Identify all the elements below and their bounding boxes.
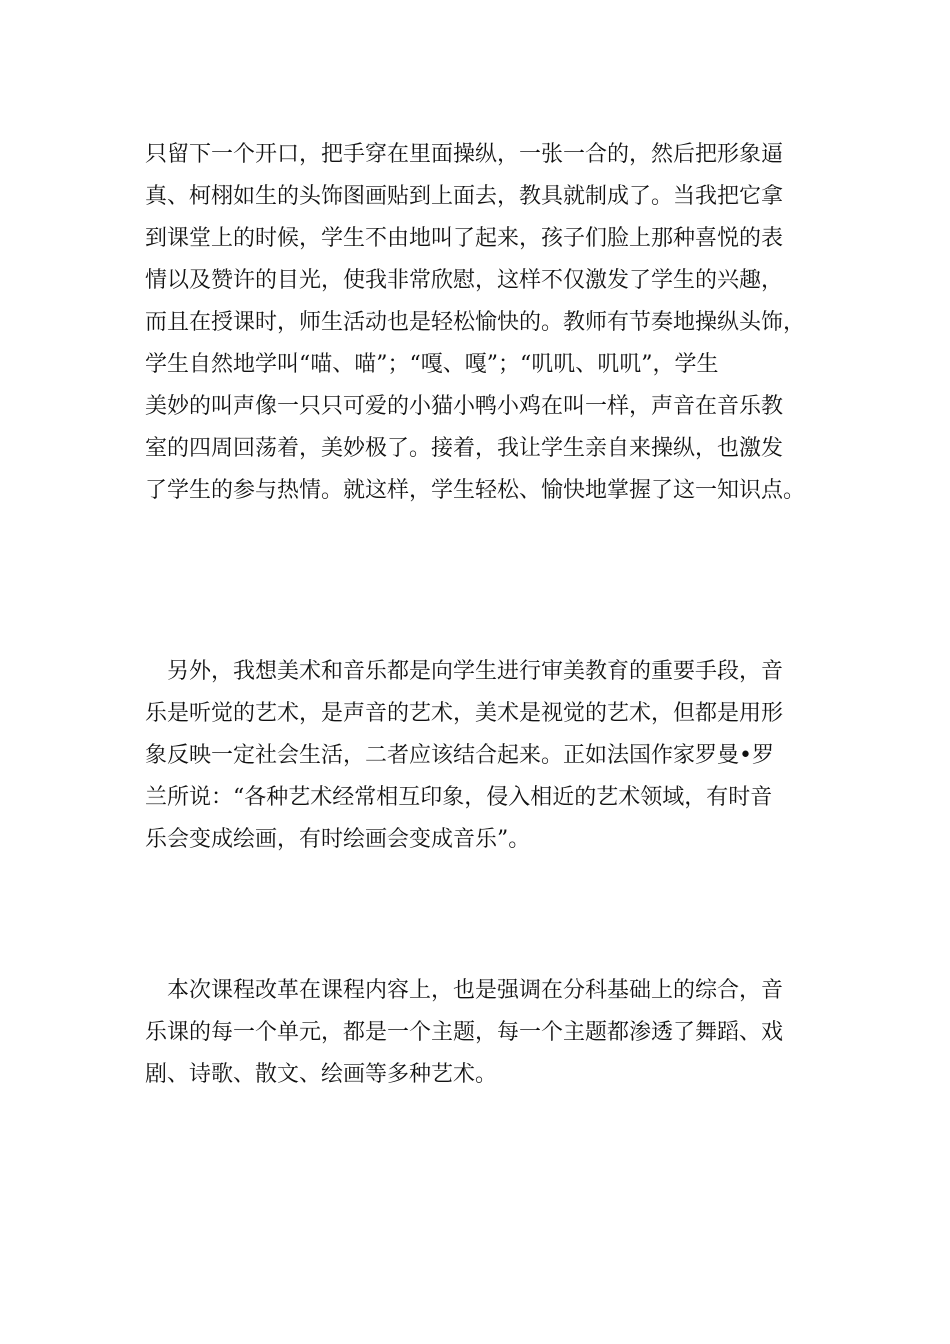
paragraph-1 — [145, 134, 810, 512]
paragraph-line: 情以及赞许的目光，使我非常欣慰，这样不仅激发了学生的兴趣， — [145, 268, 784, 293]
paragraph-2 — [145, 651, 810, 861]
paragraph-line: 本次课程改革在课程内容上，也是强调在分科基础上的综合，音 — [145, 978, 784, 1003]
paragraph-3 — [145, 970, 810, 1096]
paragraph-line: 室的四周回荡着，美妙极了。接着，我让学生亲自来操纵，也激发 — [145, 436, 784, 461]
paragraph-line: 乐是听觉的艺术，是声音的艺术，美术是视觉的艺术，但都是用形 — [145, 701, 784, 726]
paragraph-line: 乐课的每一个单元，都是一个主题，每一个主题都渗透了舞蹈、戏 — [145, 1020, 784, 1045]
paragraph-line: 乐会变成绘画，有时绘画会变成音乐”。 — [145, 827, 531, 852]
paragraph-line: 只留下一个开口，把手穿在里面操纵，一张一合的，然后把形象逼 — [145, 142, 784, 167]
paragraph-line: 兰所说：“各种艺术经常相互印象，侵入相近的艺术领域，有时音 — [145, 785, 773, 810]
paragraph-line: 真、柯栩如生的头饰图画贴到上面去，教具就制成了。当我把它拿 — [145, 184, 784, 209]
paragraph-line: 象反映一定社会生活，二者应该结合起来。正如法国作家罗曼•罗 — [145, 743, 774, 768]
paragraph-line: 而且在授课时，师生活动也是轻松愉快的。教师有节奏地操纵头饰， — [145, 310, 806, 335]
paragraph-line: 了学生的参与热情。就这样，学生轻松、愉快地掌握了这一知识点。 — [145, 478, 806, 503]
paragraph-line: 美妙的叫声像一只只可爱的小猫小鸭小鸡在叫一样，声音在音乐教 — [145, 394, 784, 419]
paragraph-line: 学生自然地学叫“喵、喵”；“嘎、嘎”；“叽叽、叽叽”，学生 — [145, 352, 719, 377]
paragraph-line: 剧、诗歌、散文、绘画等多种艺术。 — [145, 1062, 498, 1087]
paragraph-line: 到课堂上的时候，学生不由地叫了起来，孩子们脸上那种喜悦的表 — [145, 226, 784, 251]
paragraph-line: 另外，我想美术和音乐都是向学生进行审美教育的重要手段，音 — [145, 659, 784, 684]
